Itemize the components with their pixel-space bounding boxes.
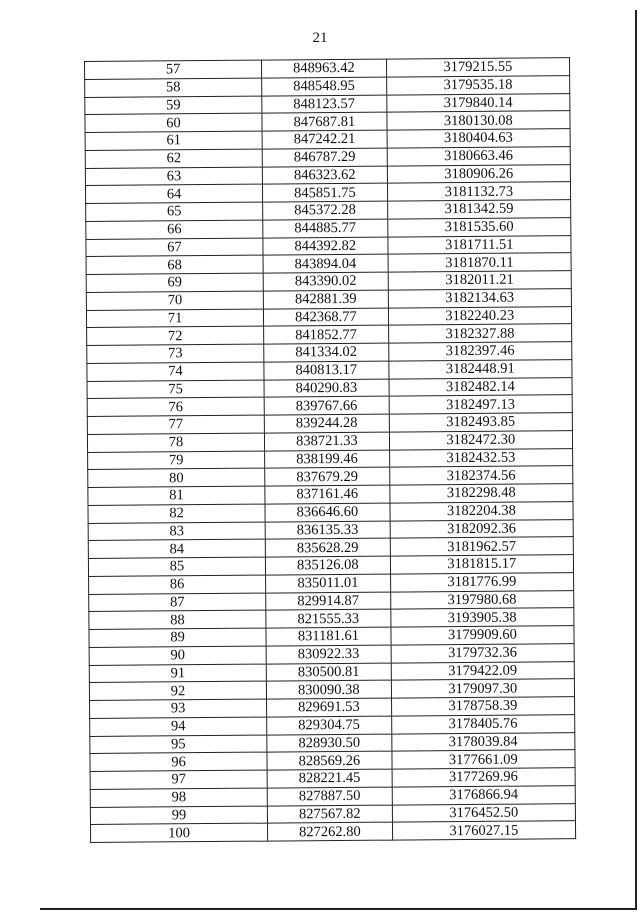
point-number-cell: 90 bbox=[89, 646, 266, 665]
y-coordinate-cell: 3180404.63 bbox=[387, 129, 570, 148]
y-coordinate-cell: 3179215.55 bbox=[386, 58, 569, 77]
x-coordinate-cell: 830500.81 bbox=[266, 663, 391, 682]
x-coordinate-cell: 845372.28 bbox=[263, 201, 388, 220]
x-coordinate-cell: 841334.02 bbox=[264, 343, 389, 362]
scan-border-right bbox=[635, 10, 637, 909]
y-coordinate-cell: 3181962.57 bbox=[390, 537, 573, 556]
y-coordinate-cell: 3182493.85 bbox=[389, 413, 572, 432]
point-number-cell: 64 bbox=[85, 184, 262, 203]
point-number-cell: 62 bbox=[85, 149, 262, 168]
x-coordinate-cell: 843894.04 bbox=[263, 254, 388, 273]
point-number-cell: 78 bbox=[87, 433, 264, 452]
point-number-cell: 82 bbox=[88, 504, 265, 523]
y-coordinate-cell: 3182448.91 bbox=[389, 359, 572, 378]
x-coordinate-cell: 828221.45 bbox=[267, 769, 392, 788]
x-coordinate-cell: 848548.95 bbox=[262, 77, 387, 96]
y-coordinate-cell: 3182240.23 bbox=[388, 306, 571, 325]
point-number-cell: 75 bbox=[87, 380, 264, 399]
y-coordinate-cell: 3176452.50 bbox=[392, 803, 575, 822]
point-number-cell: 93 bbox=[90, 699, 267, 718]
point-number-cell: 83 bbox=[88, 522, 265, 541]
x-coordinate-cell: 827887.50 bbox=[267, 787, 392, 806]
scan-border-bottom bbox=[40, 908, 637, 910]
point-number-cell: 58 bbox=[85, 78, 262, 97]
x-coordinate-cell: 827567.82 bbox=[267, 805, 392, 824]
x-coordinate-cell: 836135.33 bbox=[265, 521, 390, 540]
y-coordinate-cell: 3179422.09 bbox=[391, 661, 574, 680]
point-number-cell: 73 bbox=[87, 344, 264, 363]
x-coordinate-cell: 828569.26 bbox=[267, 751, 392, 770]
point-number-cell: 96 bbox=[90, 752, 267, 771]
point-number-cell: 87 bbox=[89, 593, 266, 612]
point-number-cell: 81 bbox=[88, 486, 265, 505]
y-coordinate-cell: 3181132.73 bbox=[387, 182, 570, 201]
point-number-cell: 63 bbox=[85, 167, 262, 186]
x-coordinate-cell: 838721.33 bbox=[264, 432, 389, 451]
table-row bbox=[90, 821, 575, 843]
point-number-cell: 79 bbox=[88, 451, 265, 470]
point-number-cell: 72 bbox=[87, 326, 264, 345]
point-number-cell: 69 bbox=[86, 273, 263, 292]
y-coordinate-cell: 3182092.36 bbox=[390, 519, 573, 538]
x-coordinate-cell: 839244.28 bbox=[264, 414, 389, 433]
point-number-cell: 97 bbox=[90, 770, 267, 789]
point-number-cell: 100 bbox=[90, 823, 267, 842]
point-number-cell: 91 bbox=[89, 664, 266, 683]
y-coordinate-cell: 3182482.14 bbox=[389, 377, 572, 396]
point-number-cell: 80 bbox=[88, 468, 265, 487]
y-coordinate-cell: 3178405.76 bbox=[391, 714, 574, 733]
y-coordinate-cell: 3178758.39 bbox=[391, 697, 574, 716]
x-coordinate-cell: 845851.75 bbox=[263, 183, 388, 202]
x-coordinate-cell: 848123.57 bbox=[262, 95, 387, 114]
y-coordinate-cell: 3193905.38 bbox=[390, 608, 573, 627]
x-coordinate-cell: 829914.87 bbox=[266, 592, 391, 611]
point-number-cell: 60 bbox=[85, 113, 262, 132]
point-number-cell: 57 bbox=[85, 60, 262, 79]
y-coordinate-cell: 3180663.46 bbox=[387, 146, 570, 165]
point-number-cell: 61 bbox=[85, 131, 262, 150]
x-coordinate-cell: 846323.62 bbox=[262, 166, 387, 185]
point-number-cell: 67 bbox=[86, 238, 263, 257]
point-number-cell: 76 bbox=[87, 397, 264, 416]
x-coordinate-cell: 841852.77 bbox=[264, 325, 389, 344]
point-number-cell: 98 bbox=[90, 788, 267, 807]
point-number-cell: 65 bbox=[86, 202, 263, 221]
y-coordinate-cell: 3182011.21 bbox=[388, 271, 571, 290]
point-number-cell: 84 bbox=[88, 539, 265, 558]
y-coordinate-cell: 3179732.36 bbox=[391, 643, 574, 662]
point-number-cell: 99 bbox=[90, 806, 267, 825]
y-coordinate-cell: 3179097.30 bbox=[391, 679, 574, 698]
x-coordinate-cell: 840290.83 bbox=[264, 379, 389, 398]
y-coordinate-cell: 3181776.99 bbox=[390, 572, 573, 591]
y-coordinate-cell: 3180130.08 bbox=[387, 111, 570, 130]
y-coordinate-cell: 3179909.60 bbox=[391, 626, 574, 645]
x-coordinate-cell: 848963.42 bbox=[262, 59, 387, 78]
y-coordinate-cell: 3181815.17 bbox=[390, 555, 573, 574]
x-coordinate-cell: 842881.39 bbox=[263, 290, 388, 309]
x-coordinate-cell: 835011.01 bbox=[266, 574, 391, 593]
x-coordinate-cell: 830922.33 bbox=[266, 645, 391, 664]
x-coordinate-cell: 827262.80 bbox=[268, 822, 393, 841]
point-number-cell: 66 bbox=[86, 220, 263, 239]
x-coordinate-cell: 836646.60 bbox=[265, 503, 390, 522]
y-coordinate-cell: 3182298.48 bbox=[390, 484, 573, 503]
x-coordinate-cell: 846787.29 bbox=[262, 148, 387, 167]
x-coordinate-cell: 844885.77 bbox=[263, 219, 388, 238]
y-coordinate-cell: 3176866.94 bbox=[392, 785, 575, 804]
coordinates-table bbox=[84, 57, 576, 843]
point-number-cell: 74 bbox=[87, 362, 264, 381]
point-number-cell: 85 bbox=[88, 557, 265, 576]
y-coordinate-cell: 3181711.51 bbox=[388, 235, 571, 254]
x-coordinate-cell: 847687.81 bbox=[262, 112, 387, 131]
y-coordinate-cell: 3178039.84 bbox=[391, 732, 574, 751]
y-coordinate-cell: 3181342.59 bbox=[387, 200, 570, 219]
coordinates-table-body bbox=[85, 58, 576, 843]
y-coordinate-cell: 3181870.11 bbox=[388, 253, 571, 272]
y-coordinate-cell: 3182397.46 bbox=[388, 342, 571, 361]
y-coordinate-cell: 3182204.38 bbox=[390, 501, 573, 520]
x-coordinate-cell: 835628.29 bbox=[265, 538, 390, 557]
x-coordinate-cell: 840813.17 bbox=[264, 361, 389, 380]
point-number-cell: 70 bbox=[86, 291, 263, 310]
x-coordinate-cell: 829691.53 bbox=[267, 698, 392, 717]
y-coordinate-cell: 3182374.56 bbox=[389, 466, 572, 485]
x-coordinate-cell: 828930.50 bbox=[267, 734, 392, 753]
y-coordinate-cell: 3182134.63 bbox=[388, 288, 571, 307]
y-coordinate-cell: 3182327.88 bbox=[388, 324, 571, 343]
x-coordinate-cell: 831181.61 bbox=[266, 627, 391, 646]
x-coordinate-cell: 843390.02 bbox=[263, 272, 388, 291]
y-coordinate-cell: 3177661.09 bbox=[392, 750, 575, 769]
point-number-cell: 88 bbox=[89, 610, 266, 629]
x-coordinate-cell: 835126.08 bbox=[265, 556, 390, 575]
point-number-cell: 92 bbox=[89, 681, 266, 700]
point-number-cell: 89 bbox=[89, 628, 266, 647]
x-coordinate-cell: 829304.75 bbox=[267, 716, 392, 735]
y-coordinate-cell: 3181535.60 bbox=[387, 217, 570, 236]
x-coordinate-cell: 839767.66 bbox=[264, 396, 389, 415]
point-number-cell: 71 bbox=[86, 309, 263, 328]
y-coordinate-cell: 3182432.53 bbox=[389, 448, 572, 467]
x-coordinate-cell: 830090.38 bbox=[266, 680, 391, 699]
y-coordinate-cell: 3182497.13 bbox=[389, 395, 572, 414]
point-number-cell: 59 bbox=[85, 96, 262, 115]
y-coordinate-cell: 3177269.96 bbox=[392, 768, 575, 787]
x-coordinate-cell: 847242.21 bbox=[262, 130, 387, 149]
point-number-cell: 77 bbox=[87, 415, 264, 434]
point-number-cell: 95 bbox=[90, 735, 267, 754]
x-coordinate-cell: 821555.33 bbox=[266, 609, 391, 628]
y-coordinate-cell: 3180906.26 bbox=[387, 164, 570, 183]
point-number-cell: 86 bbox=[89, 575, 266, 594]
x-coordinate-cell: 837161.46 bbox=[265, 485, 390, 504]
x-coordinate-cell: 844392.82 bbox=[263, 237, 388, 256]
x-coordinate-cell: 838199.46 bbox=[265, 450, 390, 469]
page-number: 21 bbox=[312, 30, 328, 46]
y-coordinate-cell: 3182472.30 bbox=[389, 430, 572, 449]
x-coordinate-cell: 842368.77 bbox=[264, 308, 389, 327]
point-number-cell: 68 bbox=[86, 255, 263, 274]
y-coordinate-cell: 3179535.18 bbox=[386, 75, 569, 94]
y-coordinate-cell: 3197980.68 bbox=[390, 590, 573, 609]
point-number-cell: 94 bbox=[90, 717, 267, 736]
y-coordinate-cell: 3176027.15 bbox=[392, 821, 575, 840]
x-coordinate-cell: 837679.29 bbox=[265, 467, 390, 486]
y-coordinate-cell: 3179840.14 bbox=[386, 93, 569, 112]
